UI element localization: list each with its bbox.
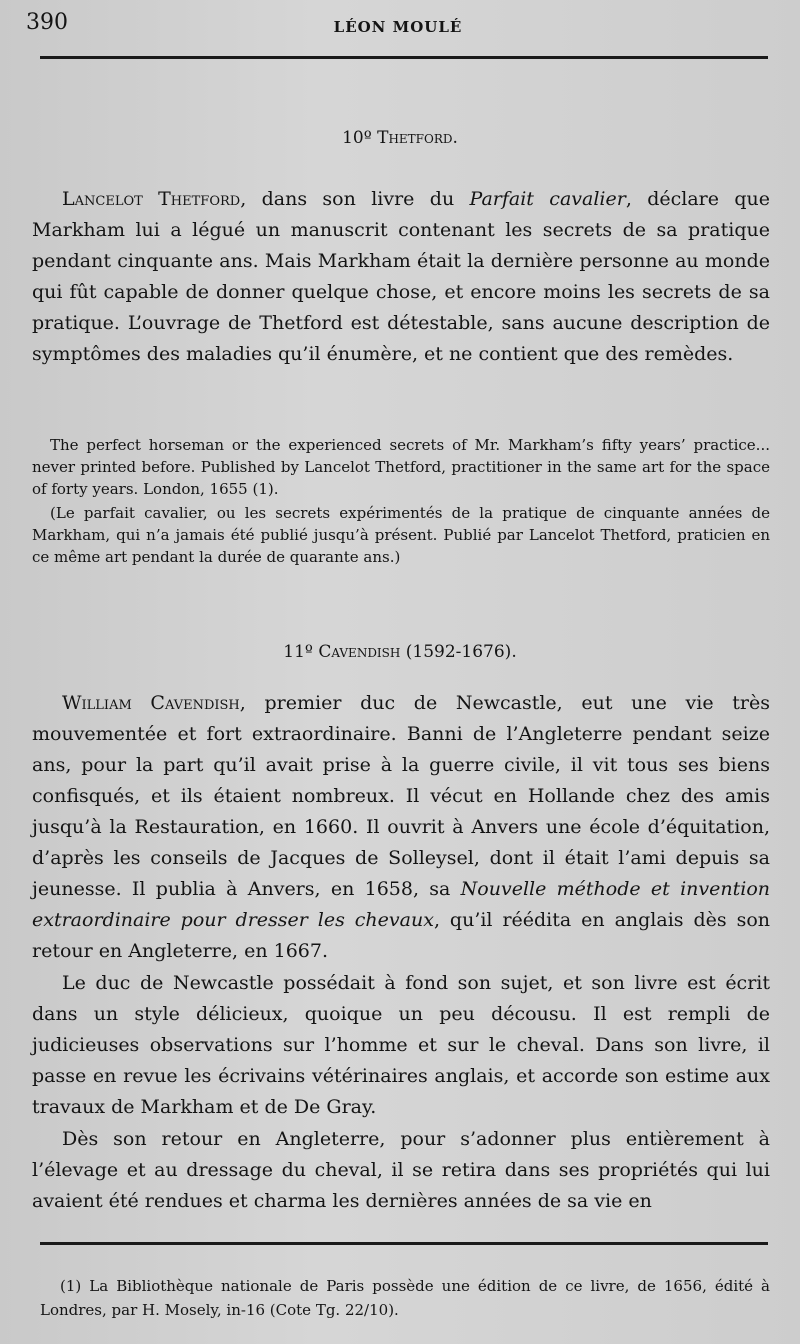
author-name: William Cavendish <box>62 692 240 714</box>
paragraph-thetford <box>32 184 770 370</box>
paragraph-text: , qu’il réédita en anglais dès son retour en Angleterre, en 1667. <box>32 909 770 962</box>
book-title: Parfait cavalier <box>469 188 626 210</box>
paragraph-text: , dans son livre du <box>240 188 470 210</box>
section-number: 11º <box>283 642 319 662</box>
paragraph-text: , premier duc de Newcastle, eut une vie très mouvementée et fort extraordinaire. Banni de l’Angleterre pendant seize ans, pour la part qu’il avait prise à la guerre civile, il vit tous ses biens confisqués, et ils étaient nombreux. Il vécut en Hollande chez des amis jusqu’à la Restauration, en 1660. Il ouvrit à Anvers une école d’équitation, d’après les conseils de Jacques de Solleysel, dont il était l’ami depuis sa jeunesse. Il publia à Anvers, en 1658, sa <box>32 692 770 900</box>
bibliography-french: (Le parfait cavalier, ou les secrets expérimentés de la pratique de cinquante années de Markham, qui n’a jamais été publié jusqu’à présent. Publié par Lancelot Thetford, praticien en ce même art pendant la durée de quarante ans.) <box>32 504 770 566</box>
bibliography-english: The perfect horseman or the experienced secrets of Mr. Markham’s fifty years’ practice... never printed before. Published by Lancelot Thetford, practitioner in the same art for the space of forty years. London, 1655 (1). <box>32 436 770 498</box>
paragraph-cavendish-retirement: Dès son retour en Angleterre, pour s’adonner plus entièrement à l’élevage et au dressage du cheval, il se retira dans ses propriétés qui lui avaient été rendues et charma les dernières années de sa vie en <box>32 1128 770 1212</box>
page-number: 390 <box>26 10 68 35</box>
paragraph-cavendish-style: Le duc de Newcastle possédait à fond son sujet, et son livre est écrit dans un style délicieux, quoique un peu décousu. Il est rempli de judicieuses observations sur l’homme et sur le cheval. Dans son livre, il passe en revue les écrivains vétérinaires anglais, et accorde son estime aux travaux de Markham et de De Gray. <box>32 972 770 1118</box>
paragraph-cavendish-bio <box>32 688 770 967</box>
page-header <box>26 10 770 50</box>
author-name: Lancelot Thetford <box>62 188 241 210</box>
book-title: Nouvelle méthode et invention extraordinaire pour dresser les chevaux <box>32 878 770 931</box>
section-heading-cavendish <box>0 642 800 662</box>
footnote: (1) La Bibliothèque nationale de Paris possède une édition de ce livre, de 1656, édité à Londres, par H. Mosely, in-16 (Cote Tg. 22/10). <box>40 1277 770 1319</box>
section-heading-thetford <box>0 128 800 148</box>
footnote-rule <box>40 1242 768 1245</box>
header-rule <box>40 56 768 59</box>
section-title: Thetford. <box>377 128 458 148</box>
section-number: 10º <box>342 128 378 148</box>
running-head: LÉON MOULÉ <box>333 18 463 36</box>
paragraph-text: , déclare que Markham lui a légué un manuscrit contenant les secrets de sa pratique pendant cinquante ans. Mais Markham était la dernière personne au monde qui fût capable de donner quelque chose, et encore moins les secrets de sa pratique. L’ouvrage de Thetford est détestable, sans aucune description de symptômes des maladies qu’il énumère, et ne contient que des remèdes. <box>32 188 770 365</box>
section-title: Cavendish <box>318 642 401 662</box>
section-dates: (1592-1676). <box>400 642 517 662</box>
